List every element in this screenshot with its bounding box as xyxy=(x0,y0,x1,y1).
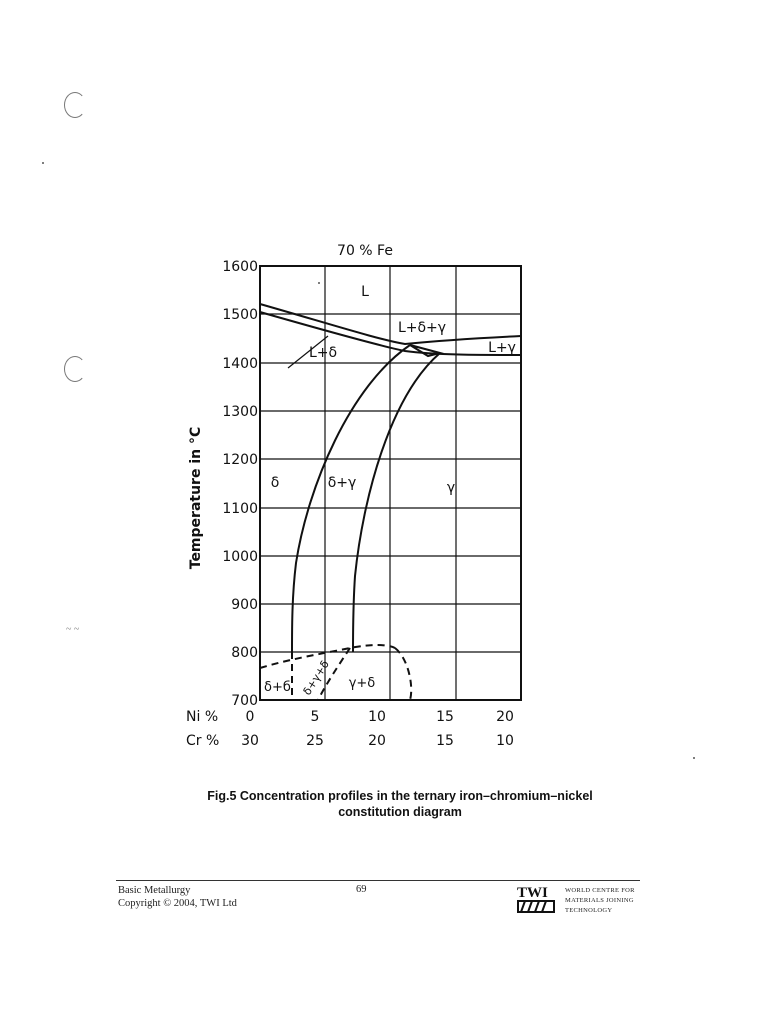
cr-tick-label: 20 xyxy=(368,733,386,749)
figure-caption xyxy=(120,788,680,820)
page-number: 69 xyxy=(356,884,367,895)
ni-tick-label: 10 xyxy=(368,709,386,725)
ni-tick-labels xyxy=(246,709,514,725)
y-tick-label: 1000 xyxy=(222,549,258,565)
ni-tick-label: 15 xyxy=(436,709,454,725)
cr-tick-label: 15 xyxy=(436,733,454,749)
y-tick-label: 800 xyxy=(231,645,258,661)
y-tick-label: 1300 xyxy=(222,404,258,420)
twi-tagline-line: TECHNOLOGY xyxy=(565,907,613,914)
phase-label-gamma: γ xyxy=(446,480,456,496)
caption-line-1: Fig.5 Concentration profiles in the ternary iron–chromium–nickel xyxy=(207,789,593,803)
phase-label-l-g: L+γ xyxy=(488,340,516,356)
y-tick-label: 700 xyxy=(231,693,258,709)
phase-label-l-d: L+δ xyxy=(308,345,338,361)
caption-line-2: constitution diagram xyxy=(338,805,462,819)
scan-artifact: ~ ~ xyxy=(66,624,80,635)
ni-tick-label: 5 xyxy=(310,709,320,725)
y-tick-label: 1200 xyxy=(222,452,258,468)
phase-label-delta: δ xyxy=(270,475,280,491)
twi-tagline-line: MATERIALS JOINING xyxy=(565,897,634,904)
phase-label-l-d-g: L+δ+γ xyxy=(397,320,447,336)
ni-tick-label: 20 xyxy=(496,709,514,725)
cr-tick-label: 25 xyxy=(306,733,324,749)
y-tick-label: 900 xyxy=(231,597,258,613)
ni-tick-label: 0 xyxy=(245,709,255,725)
three-phase-triangle xyxy=(410,345,440,356)
cr-tick-label: 30 xyxy=(241,733,259,749)
footer-title: Basic Metallurgy xyxy=(118,885,191,896)
footer-rule xyxy=(116,880,640,881)
footer-left xyxy=(118,884,237,910)
punch-hole-middle xyxy=(64,356,86,382)
phase-label-l: L xyxy=(361,284,369,300)
y-axis-label: Temperature in °C xyxy=(188,426,204,570)
diagram-title: 70 % Fe xyxy=(337,243,393,259)
ni-axis-label: Ni % xyxy=(186,709,219,725)
phase-label-d-g-d: δ+γ+δ xyxy=(300,658,332,698)
y-tick-label: 1600 xyxy=(222,259,258,275)
y-tick-labels xyxy=(222,259,258,709)
cr-tick-labels xyxy=(241,733,514,749)
footer-copyright: Copyright © 2004, TWI Ltd xyxy=(118,898,237,909)
scan-speck xyxy=(693,757,695,759)
y-tick-label: 1100 xyxy=(222,501,258,517)
scan-speck xyxy=(42,162,44,164)
twi-tagline-line: WORLD CENTRE FOR xyxy=(565,887,635,894)
delta-solvus-curve xyxy=(292,345,410,652)
twi-tagline xyxy=(565,886,635,916)
cr-axis-label: Cr % xyxy=(186,733,220,749)
twi-logo-mark xyxy=(518,901,554,912)
phase-label-delta-gamma: δ+γ xyxy=(327,475,357,491)
twi-logo-text: TWI xyxy=(517,885,548,901)
punch-hole-top xyxy=(64,92,86,118)
cr-tick-label: 10 xyxy=(496,733,514,749)
dashed-boundary-right xyxy=(395,648,411,700)
phase-label-g-d: γ+δ xyxy=(348,676,376,691)
twi-logo xyxy=(517,884,563,918)
y-tick-label: 1500 xyxy=(222,307,258,323)
phase-diagram xyxy=(180,236,540,756)
gamma-solvus-curve xyxy=(353,353,440,652)
y-tick-label: 1400 xyxy=(222,356,258,372)
phase-label-d-s: δ+б xyxy=(264,680,291,695)
